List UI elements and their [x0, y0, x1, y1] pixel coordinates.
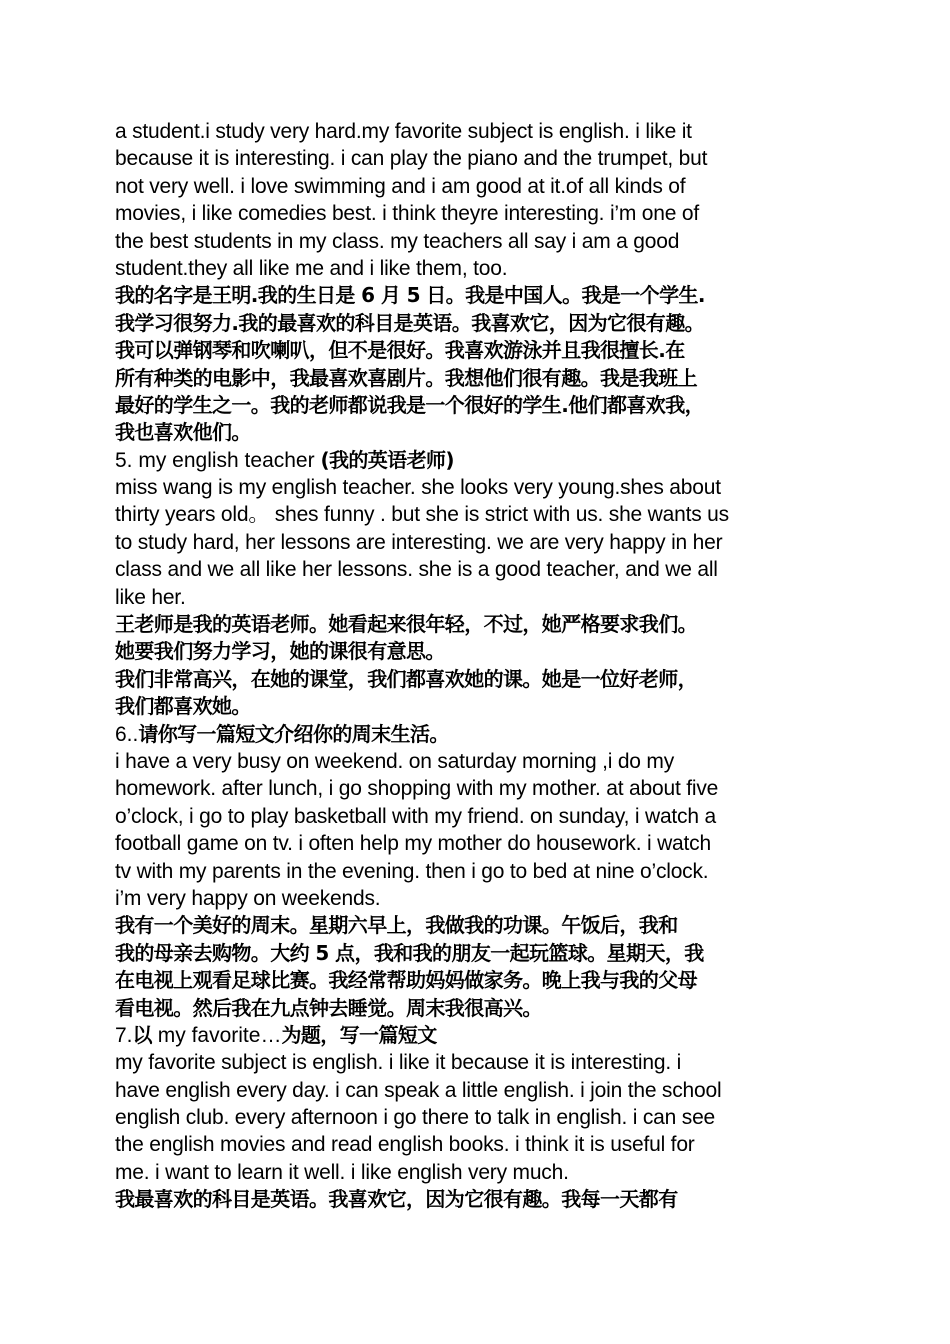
- text-line: a student.i study very hard.my favorite subject is english. i like it: [115, 120, 692, 143]
- section-6-heading: [115, 721, 835, 748]
- text-line: o’clock, i go to play basketball with my friend. on sunday, i watch a: [115, 804, 716, 828]
- document-page: [115, 118, 835, 1214]
- text-line: 我也喜欢他们。: [115, 420, 251, 445]
- section-7-english: [115, 1049, 835, 1186]
- text-line: 我可以弹钢琴和吹喇叭，但不是很好。我喜欢游泳并且我很擅长.在: [115, 338, 685, 363]
- section-6-english: [115, 748, 835, 912]
- text-line: english club. every afternoon i go there to talk in english. i can see: [115, 1106, 716, 1130]
- section-7-heading-english: my favorite…: [151, 1023, 282, 1047]
- text-line: 我有一个美好的周末。星期六早上，我做我的功课。午饭后，我和: [115, 913, 678, 938]
- section-6-heading-prefix: 6..: [115, 722, 139, 746]
- text-line: class and we all like her lessons. she is a good teacher, and we all: [115, 558, 718, 582]
- section-7-chinese: [115, 1186, 835, 1213]
- text-line: student.they all like me and i like them, too.: [115, 256, 508, 280]
- text-line: tv with my parents in the evening. then i go to bed at nine o’clock.: [115, 859, 709, 883]
- text-line: 我学习很努力.我的最喜欢的科目是英语。我喜欢它，因为它很有趣。: [115, 310, 704, 335]
- text-line: 我们都喜欢她。: [115, 694, 251, 719]
- text-line: 最好的学生之一。我的老师都说我是一个很好的学生.他们都喜欢我，: [115, 392, 704, 417]
- intro-paragraph-chinese: [115, 282, 835, 446]
- text-line: the best students in my class. my teachers all say i am a good: [115, 229, 680, 253]
- section-7-heading-chinese-2: 为题，写一篇短文: [281, 1022, 437, 1047]
- text-line: i have a very busy on weekend. on saturday morning ,i do my: [115, 749, 675, 773]
- text-line: 我的名字是王明.我的生日是 6 月 5 日。我是中国人。我是一个学生.: [115, 283, 705, 308]
- text-line: not very well. i love swimming and i am good at it.of all kinds of: [115, 174, 686, 198]
- text-line: like her.: [115, 585, 186, 609]
- text-line: to study hard, her lessons are interesting. we are very happy in her: [115, 530, 723, 554]
- text-line: have english every day. i can speak a little english. i join the school: [115, 1078, 722, 1102]
- section-5-chinese: [115, 611, 835, 721]
- text-line: miss wang is my english teacher. she looks very young.shes about: [115, 476, 721, 500]
- text-line: 王老师是我的英语老师。她看起来很年轻，不过，她严格要求我们。: [115, 612, 697, 637]
- text-line: my favorite subject is english. i like it because it is interesting. i: [115, 1051, 682, 1075]
- text-line: 我最喜欢的科目是英语。我喜欢它，因为它很有趣。我每一天都有: [115, 1187, 678, 1212]
- text-line: football game on tv. i often help my mother do housework. i watch: [115, 832, 711, 856]
- text-line: thirty years old。 shes funny . but she is strict with us. she wants us: [115, 503, 729, 527]
- text-line: the english movies and read english books. i think it is useful for: [115, 1133, 695, 1157]
- section-7-heading: [115, 1022, 835, 1049]
- text-line: because it is interesting. i can play the piano and the trumpet, but: [115, 147, 708, 171]
- intro-paragraph-english: [115, 118, 835, 282]
- section-6-chinese: [115, 912, 835, 1022]
- text-line: i’m very happy on weekends.: [115, 886, 381, 910]
- section-6-heading-chinese: 请你写一篇短文介绍你的周末生活。: [138, 721, 449, 746]
- section-5-heading-chinese: (我的英语老师): [320, 447, 454, 472]
- text-line: 所有种类的电影中，我最喜欢喜剧片。我想他们很有趣。我是我班上: [115, 365, 697, 390]
- section-7-heading-prefix: 7.: [115, 1023, 133, 1047]
- text-line: movies, i like comedies best. i think theyre interesting. i’m one of: [115, 202, 699, 226]
- section-5-heading: [115, 447, 835, 474]
- section-7-heading-chinese-1: 以: [132, 1022, 152, 1047]
- text-line: 我们非常高兴，在她的课堂，我们都喜欢她的课。她是一位好老师，: [115, 666, 697, 691]
- text-line: homework. after lunch, i go shopping with my mother. at about five: [115, 777, 719, 801]
- text-line: me. i want to learn it well. i like english very much.: [115, 1160, 569, 1184]
- text-line: 我的母亲去购物。大约 5 点，我和我的朋友一起玩篮球。星期天，我: [115, 940, 704, 965]
- section-5-english: [115, 474, 835, 611]
- text-line: 在电视上观看足球比赛。我经常帮助妈妈做家务。晚上我与我的父母: [115, 968, 697, 993]
- text-line: 她要我们努力学习，她的课很有意思。: [115, 639, 445, 664]
- section-5-heading-prefix: 5. my english teacher: [115, 448, 321, 472]
- text-line: 看电视。然后我在九点钟去睡觉。周末我很高兴。: [115, 995, 542, 1020]
